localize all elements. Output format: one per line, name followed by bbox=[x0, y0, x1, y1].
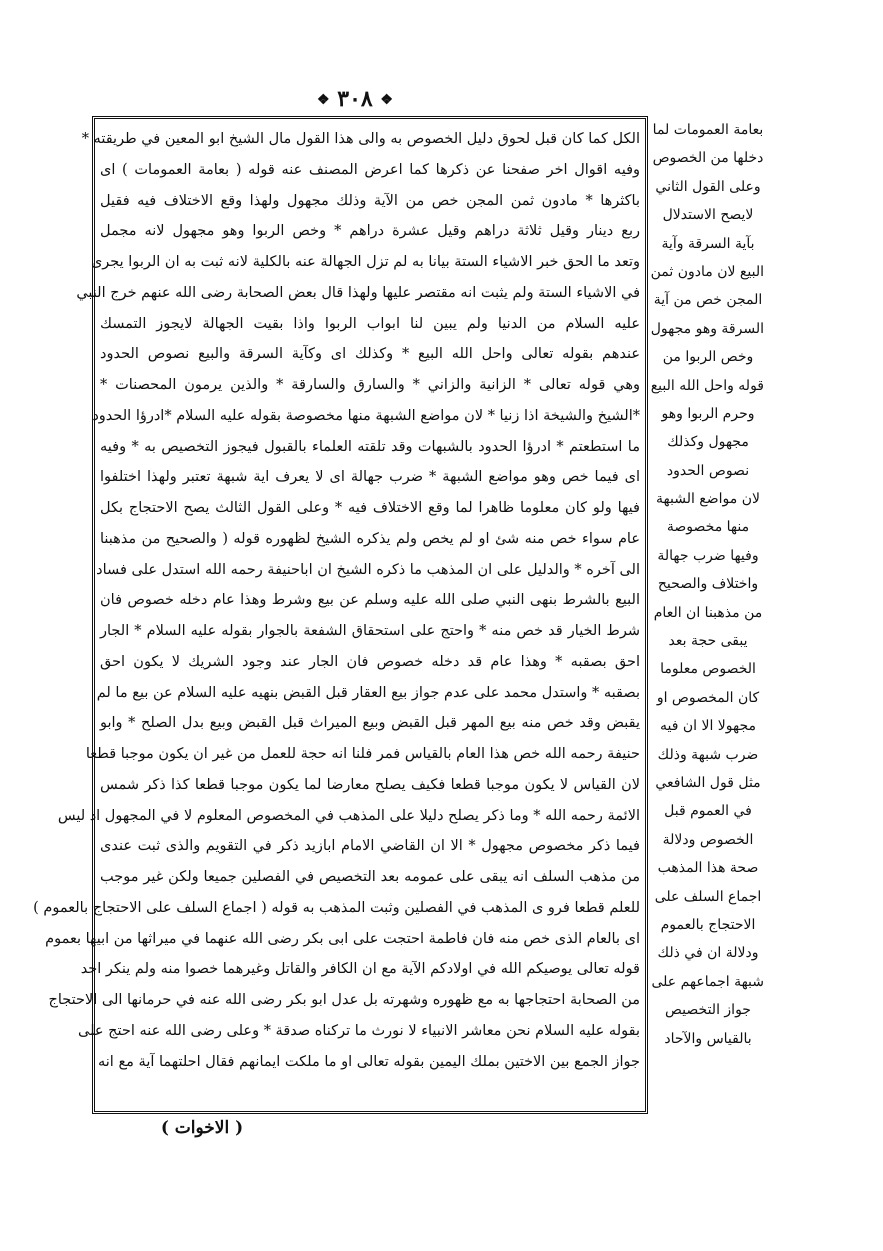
main-commentary-text bbox=[33, 124, 640, 1108]
margin-text-line: قوله واحل الله البيع bbox=[650, 377, 764, 394]
main-text-line: شرط الخيار قد خص منه * واحتج على استحقاق الشفعة بالجوار بقوله عليه السلام * الجار bbox=[100, 623, 640, 639]
margin-text-line: السرقة وهو مجهول bbox=[650, 320, 764, 337]
main-text-line: من مذهب السلف انه يبقى على عمومه بعد التخصيص في الفصلين جميعا ولكن غير موجب bbox=[100, 869, 640, 885]
margin-text-line: ودلالة ان في ذلك bbox=[657, 945, 759, 962]
margin-text-line: لايصح الاستدلال bbox=[662, 207, 754, 224]
page-number bbox=[310, 86, 400, 112]
margin-gloss-text bbox=[652, 116, 764, 1116]
main-text-line: يقبض وقد خص منه بيع المهر قبل القبض وبيع الميراث قبل القبض وبيع بدل الصلح * وابو bbox=[100, 715, 640, 732]
margin-text-line: يبقى حجة بعد bbox=[668, 633, 748, 650]
main-text-line: عام سواء خص منه شئ او لم يخص ولم يذكره الشيخ لظهوره قوله ( والصحيح من مذهبنا bbox=[100, 530, 640, 547]
main-text-line: *الشيخ والشيخة اذا زنيا * لان مواضع الشبهة منها مخصوصة بقوله عليه السلام *ادرؤا الحدود bbox=[92, 407, 640, 424]
main-text-line: باكثرها * مادون ثمن المجن خص من الآية وذلك مجهول ولهذا وقع الاختلاف فيه فقيل bbox=[100, 192, 640, 209]
margin-text-line: مجهول وكذلك bbox=[667, 434, 749, 451]
margin-text-line: بآية السرقة وآية bbox=[661, 235, 755, 252]
margin-text-line: بعامة العمومات لما bbox=[652, 122, 764, 138]
main-text-line: اى بالعام الذى خص منه فان فاطمة احتجت على ابى بكر رضى الله عنهما في ميراثها من ابيها بعموم bbox=[45, 930, 640, 947]
main-text-line: جواز الجمع بين الاختين بملك اليمين بقوله تعالى او ما ملكت ايمانهم فقال احلتهما آية مع انه bbox=[98, 1053, 640, 1070]
margin-text-line: لان مواضع الشبهة bbox=[656, 491, 760, 508]
main-text-line: وتعد ما الحق خبر الاشياء الستة بيانا به لم تزل الجهالة عنه بالكلية لانه ثبت به ان الربوا يجرى bbox=[90, 254, 640, 270]
main-text-line: بقوله عليه السلام نحن معاشر الانبياء لا نورث ما تركناه صدقة * وعلى رضى الله عنه احتج على bbox=[78, 1022, 640, 1039]
margin-text-line: وخص الربوا من bbox=[662, 349, 754, 366]
margin-text-line: بالقياس والآحاد bbox=[664, 1030, 752, 1047]
margin-text-line: دخلها من الخصوص bbox=[652, 150, 764, 167]
main-text-line: فيما ذكر مخصوص مجهول * الا ان القاضي الامام ابازيد ذكر في التقويم والذى ثبت عندى bbox=[100, 838, 640, 855]
margin-text-line: جواز التخصيص bbox=[665, 1002, 751, 1019]
main-text-line: احق بصقبه * وهذا عام قد دخله خصوص فان الجار عند وجود الشريك لا يكون احق bbox=[100, 653, 640, 670]
main-text-line: قوله تعالى يوصيكم الله في اولادكم الآية مع ان الكافر والقاتل وغيرهما خصوا منه ولم ينكر احد bbox=[80, 961, 640, 978]
main-text-line: وهي قوله تعالى * الزانية والزاني * والسارق والسارقة * والذين يرمون المحصنات * bbox=[100, 377, 640, 393]
margin-text-line: كان المخصوص او bbox=[656, 689, 760, 706]
page-number-text: ٣٠٨ bbox=[337, 86, 373, 112]
main-text-line: حنيفة رحمه الله خص هذا العام بالقياس فمر فلنا انه حجة للعمل من غير ان يكون موجبا قطعا bbox=[85, 746, 640, 762]
margin-text-line: الخصوص ودلالة bbox=[662, 831, 754, 848]
main-text-line: للعلم قطعا فرو ى المذهب في الفصلين وثبت المذهب به قوله ( اجماع السلف على الاحتجاج بالعموم ) bbox=[33, 899, 640, 916]
margin-text-line: مثل قول الشافعي bbox=[655, 774, 761, 791]
main-text-line: عندهم بقوله تعالى واحل الله البيع * وكذلك اى وكآية السرقة والبيع نصوص الحدود bbox=[100, 346, 640, 363]
margin-text-line: مجهولا الا ان فيه bbox=[659, 718, 757, 735]
margin-text-line: البيع لان مادون ثمن bbox=[650, 263, 764, 280]
margin-text-line: نصوص الحدود bbox=[666, 462, 750, 479]
main-text-line: الى آخره * والدليل على ان المذهب ما ذكره الشيخ ان اباحنيفة رحمه الله استدل على فساد bbox=[96, 561, 640, 578]
margin-text-line: وفيها ضرب جهالة bbox=[657, 547, 759, 564]
main-text-line: الكل كما كان قبل لحوق دليل الخصوص به والى هذا القول مال الشيخ ابو المعين في طريقته * bbox=[81, 131, 640, 147]
main-text-line: فيها ولو كان معلوما ظاهرا لما وقع الاختلاف فيه * وعلى القول الثالث يصح الاحتجاج بكل bbox=[100, 500, 640, 516]
margin-text-line: ضرب شبهة وذلك bbox=[657, 746, 759, 763]
main-text-line: ما استطعتم * ادرؤا الحدود بالشبهات وقد تلقته العلماء بالقبول فيجوز التخصيص به * وفيه bbox=[100, 438, 640, 455]
main-text-line: لان القياس لا يكون موجبا قطعا فكيف يصلح معارضا لما يكون موجبا قطعا كذا ذكر شمس bbox=[100, 776, 640, 793]
margin-text-line: الاحتجاج بالعموم bbox=[660, 916, 756, 933]
margin-text-line: منها مخصوصة bbox=[666, 519, 750, 536]
margin-text-line: وحرم الربوا وهو bbox=[661, 405, 755, 422]
margin-text-line: واختلاف والصحيح bbox=[657, 576, 759, 593]
margin-text-line: المجن خص من آية bbox=[653, 292, 763, 309]
catchword: ( الاخوات ) bbox=[160, 1118, 244, 1138]
margin-text-line: صحة هذا المذهب bbox=[657, 860, 759, 877]
margin-text-line: الخصوص معلوما bbox=[660, 661, 756, 678]
main-text-line: عليه السلام من الدنيا ولم يبين لنا ابواب الربوا واذا بقيت الجهالة لايجوز التمسك bbox=[100, 315, 640, 332]
margin-text-line: اجماع السلف على bbox=[654, 888, 762, 905]
ornament-left: ❖ bbox=[317, 92, 330, 108]
ornament-right: ❖ bbox=[380, 92, 393, 108]
main-text-line: في الاشياء الستة ولم يثبت انه مقتصر عليها ولهذا قال بعض الصحابة رضى الله عنهم خرج النبي bbox=[76, 284, 640, 301]
margin-text-line: شبهة اجماعهم على bbox=[651, 973, 764, 990]
main-text-line: البيع بالشرط بنهى النبي صلى الله عليه وسلم عن بيع وشرط وهذا عام دخله خصوص فان bbox=[100, 592, 640, 609]
main-text-line: من الصحابة احتجاجها به مع ظهوره وشهرته بل عدل ابو بكر رضى الله عنه في حرمانها الى الاحتجاج bbox=[48, 992, 640, 1008]
margin-text-line: وعلى القول الثاني bbox=[655, 178, 761, 195]
main-text-line: ربع دينار وقيل ثلاثة دراهم وقيل عشرة دراهم * وخص الربوا وهو مجهول لانه مجمل bbox=[100, 223, 640, 240]
main-text-line: الائمة رحمه الله * وما ذكر يصلح دليلا على المذهب في المخصوص المعلوم لا في المجهول اذ ليس bbox=[57, 807, 640, 824]
margin-text-line: من مذهبنا ان العام bbox=[653, 604, 763, 621]
main-text-line: بصقبه * واستدل محمد على عدم جواز بيع العقار قبل القبض بنهيه عليه السلام عن بيع ما لم bbox=[96, 684, 640, 701]
margin-text-line: في العموم قبل bbox=[664, 803, 752, 820]
main-text-line: اى فيما خص وهو مواضع الشبهة * ضرب جهالة اى لا يعرف اية شبهة تعتبر ولهذا اختلفوا bbox=[100, 469, 640, 486]
main-text-line: وفيه اقوال اخر صفحنا عن ذكرها كما اعرض المصنف عنه قوله ( بعامة العمومات ) اى bbox=[100, 161, 640, 178]
